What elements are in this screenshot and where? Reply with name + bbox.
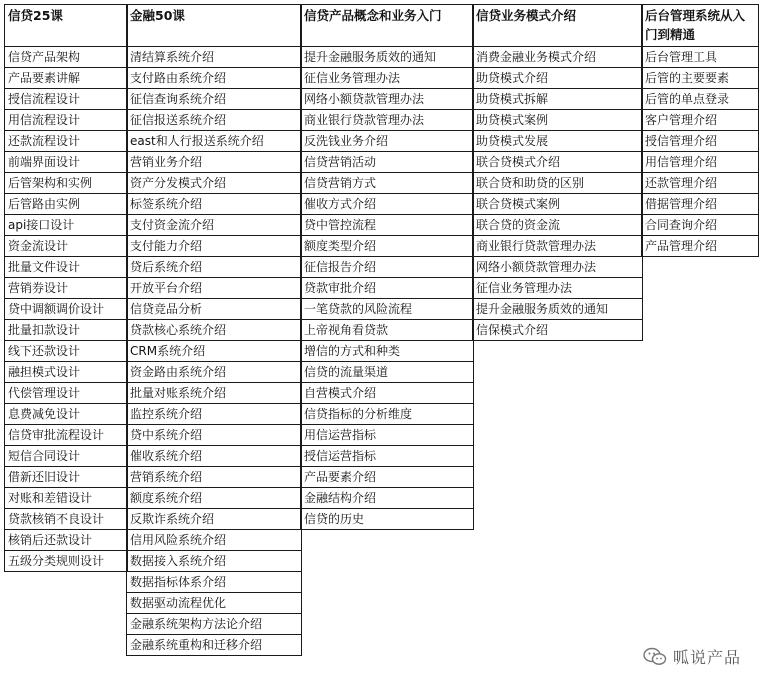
table-cell: 信贷竞品分析 (126, 298, 302, 320)
table-cell: 信贷营销活动 (300, 151, 474, 173)
table-cell: 授信流程设计 (4, 88, 128, 110)
table-cell: 营销系统介绍 (126, 466, 302, 488)
column-3 (301, 5, 474, 530)
table-cell: 用信管理介绍 (641, 151, 759, 173)
table-cell: 商业银行贷款管理办法 (472, 235, 643, 257)
table-cell: 批量对账系统介绍 (126, 382, 302, 404)
column-header: 信贷25课 (4, 4, 128, 47)
table-cell: 后管的主要要素 (641, 67, 759, 89)
table-cell: 自营模式介绍 (300, 382, 474, 404)
table-cell: 助贷模式拆解 (472, 88, 643, 110)
table-cell: 清结算系统介绍 (126, 46, 302, 68)
table-cell: 后台管理工具 (641, 46, 759, 68)
column-2 (127, 5, 302, 656)
table-cell: 贷后系统介绍 (126, 256, 302, 278)
table-cell: 批量扣款设计 (4, 319, 128, 341)
table-cell: 贷款核心系统介绍 (126, 319, 302, 341)
table-cell: 五级分类规则设计 (4, 550, 128, 572)
table-cell: 信贷产品架构 (4, 46, 128, 68)
table-cell: 资金流设计 (4, 235, 128, 257)
table-cell: 数据接入系统介绍 (126, 550, 302, 572)
table-cell: 资金路由系统介绍 (126, 361, 302, 383)
table-cell: 后管的单点登录 (641, 88, 759, 110)
table-cell: 联合贷模式案例 (472, 193, 643, 215)
watermark-text: 呱说产品 (672, 648, 741, 667)
table-cell: 网络小额贷款管理办法 (300, 88, 474, 110)
table-cell: 代偿管理设计 (4, 382, 128, 404)
table-cell: 营销业务介绍 (126, 151, 302, 173)
table-cell: 信保模式介绍 (472, 319, 643, 341)
table-cell: 数据指标体系介绍 (126, 571, 302, 593)
column-header: 信贷产品概念和业务入门 (300, 4, 474, 47)
table-cell: 监控系统介绍 (126, 403, 302, 425)
table-cell: 贷中系统介绍 (126, 424, 302, 446)
table-cell: 后管路由实例 (4, 193, 128, 215)
table-cell: 征信报告介绍 (300, 256, 474, 278)
table-cell: 营销券设计 (4, 277, 128, 299)
table-cell: 提升金融服务质效的通知 (300, 46, 474, 68)
table-cell: 贷款审批介绍 (300, 277, 474, 299)
table-cell: 信贷的历史 (300, 508, 474, 530)
table-cell: 短信合同设计 (4, 445, 128, 467)
table-cell: 网络小额贷款管理办法 (472, 256, 643, 278)
table-cell: 支付路由系统介绍 (126, 67, 302, 89)
table-cell: 授信管理介绍 (641, 130, 759, 152)
table-cell: 还款管理介绍 (641, 172, 759, 194)
table-cell: 客户管理介绍 (641, 109, 759, 131)
table-cell: 用信运营指标 (300, 424, 474, 446)
table-cell: 金融系统架构方法论介绍 (126, 613, 302, 635)
table-cell: 信用风险系统介绍 (126, 529, 302, 551)
table-cell: 上帝视角看贷款 (300, 319, 474, 341)
table-cell: 征信业务管理办法 (300, 67, 474, 89)
table-cell: 融担模式设计 (4, 361, 128, 383)
table-cell: 还款流程设计 (4, 130, 128, 152)
table-cell: 信贷审批流程设计 (4, 424, 128, 446)
watermark (643, 645, 741, 668)
table-cell: 助贷模式介绍 (472, 67, 643, 89)
table-cell: 批量文件设计 (4, 256, 128, 278)
table-cell: 息费减免设计 (4, 403, 128, 425)
table-cell: 支付能力介绍 (126, 235, 302, 257)
table-cell: 征信业务管理办法 (472, 277, 643, 299)
table-cell: CRM系统介绍 (126, 340, 302, 362)
table-cell: 金融结构介绍 (300, 487, 474, 509)
wechat-icon (643, 647, 667, 667)
column-1 (4, 5, 128, 572)
column-header: 信贷业务模式介绍 (472, 4, 643, 47)
table-cell: 对账和差错设计 (4, 487, 128, 509)
table-cell: 联合贷和助贷的区别 (472, 172, 643, 194)
table-cell: 消费金融业务模式介绍 (472, 46, 643, 68)
table-cell: 信贷指标的分析维度 (300, 403, 474, 425)
table-cell: 金融系统重构和迁移介绍 (126, 634, 302, 656)
table-cell: 用信流程设计 (4, 109, 128, 131)
table-cell: 借新还旧设计 (4, 466, 128, 488)
table-cell: 标签系统介绍 (126, 193, 302, 215)
table-cell: 贷中管控流程 (300, 214, 474, 236)
table-cell: 支付资金流介绍 (126, 214, 302, 236)
table-cell: 征信报送系统介绍 (126, 109, 302, 131)
table-cell: 信贷营销方式 (300, 172, 474, 194)
table-cell: 产品要素讲解 (4, 67, 128, 89)
table-cell: 核销后还款设计 (4, 529, 128, 551)
table-cell: 借据管理介绍 (641, 193, 759, 215)
table-cell: 助贷模式案例 (472, 109, 643, 131)
table-cell: 资产分发模式介绍 (126, 172, 302, 194)
table-cell: api接口设计 (4, 214, 128, 236)
table-cell: 助贷模式发展 (472, 130, 643, 152)
table-cell: 贷中调额调价设计 (4, 298, 128, 320)
table-cell: 一笔贷款的风险流程 (300, 298, 474, 320)
table-cell: 催收系统介绍 (126, 445, 302, 467)
table-cell: 增信的方式和种类 (300, 340, 474, 362)
column-4 (473, 5, 643, 341)
column-5 (642, 5, 759, 257)
table-cell: 联合贷的资金流 (472, 214, 643, 236)
table-cell: 后管架构和实例 (4, 172, 128, 194)
table-cell: 合同查询介绍 (641, 214, 759, 236)
table-cell: 产品管理介绍 (641, 235, 759, 257)
column-header: 金融50课 (126, 4, 302, 47)
table-cell: 前端界面设计 (4, 151, 128, 173)
table-cell: 提升金融服务质效的通知 (472, 298, 643, 320)
table-cell: east和人行报送系统介绍 (126, 130, 302, 152)
table-cell: 产品要素介绍 (300, 466, 474, 488)
table-cell: 数据驱动流程优化 (126, 592, 302, 614)
table-cell: 反洗钱业务介绍 (300, 130, 474, 152)
table-cell: 额度类型介绍 (300, 235, 474, 257)
table-cell: 联合贷模式介绍 (472, 151, 643, 173)
table-cell: 贷款核销不良设计 (4, 508, 128, 530)
table-cell: 信贷的流量渠道 (300, 361, 474, 383)
table-cell: 额度系统介绍 (126, 487, 302, 509)
table-cell: 催收方式介绍 (300, 193, 474, 215)
table-cell: 开放平台介绍 (126, 277, 302, 299)
table-cell: 商业银行贷款管理办法 (300, 109, 474, 131)
table-cell: 授信运营指标 (300, 445, 474, 467)
table-cell: 反欺诈系统介绍 (126, 508, 302, 530)
table-cell: 线下还款设计 (4, 340, 128, 362)
table-cell: 征信查询系统介绍 (126, 88, 302, 110)
column-header: 后台管理系统从入门到精通 (641, 4, 759, 47)
